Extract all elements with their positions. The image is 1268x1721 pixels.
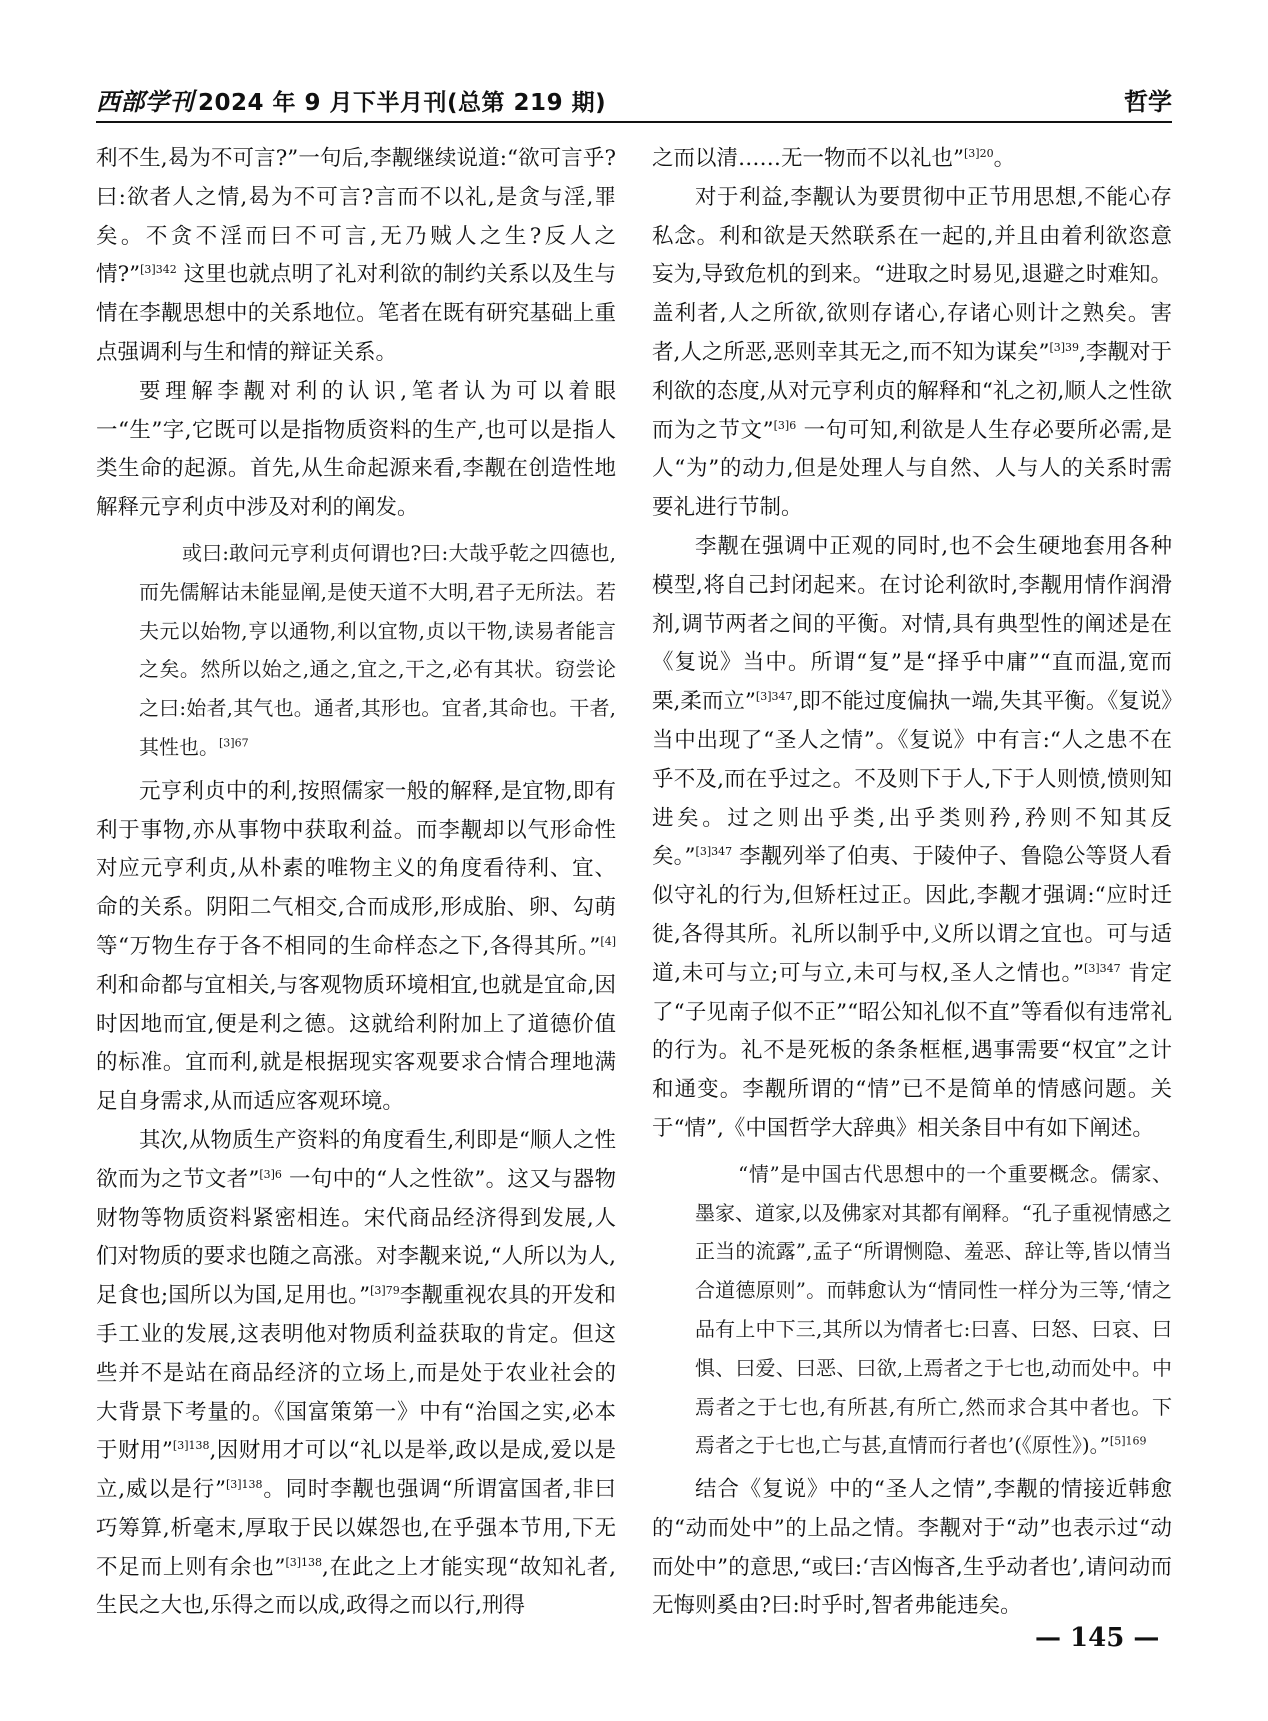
citation: [3]347 (755, 690, 793, 703)
citation: [5]169 (1109, 1434, 1147, 1448)
left-column (96, 140, 616, 1626)
citation: [3]138 (225, 1477, 263, 1491)
paragraph: 结合《复说》中的“圣人之情”,李觏的情接近韩愈的“动而处中”的上品之情。李觏对于“动”也表示过“动而处中”的意思,“或曰:‘吉凶悔吝,生乎动者也’,请问动而无悔则奚由?曰:时乎时,智者弗能违矣。 (652, 1477, 1172, 1619)
citation: [3]138 (172, 1439, 210, 1453)
citation: [3]67 (219, 736, 249, 750)
paragraph: 对于利益,李觏认为要贯彻中正节用思想,不能心存私念。利和欲是天然联系在一起的,并且由着利欲恣意妄为,导致危机的到来。“进取之时易见,退避之时难知。盖利者,人之所欲,欲则存诸心,存诸心则计之熟矣。害者,人之所恶,恶则幸其无之,而不知为谋矣”$^{[3]39}$,李觏对于利欲的态度,从对元亨利贞的解释和“礼之初,顺人之性欲而为之节文”$^{[3]6}$ 一句可知,利欲是人生存必要所必需,是人“为”的动力,但是处理人与自然、人与人的关系时需要礼进行节制。 (652, 184, 1172, 521)
citation: [3]347 (695, 845, 733, 859)
section-label: 哲学 (1124, 88, 1172, 116)
page-number: — 145 — (1035, 1623, 1160, 1653)
citation: [3]6 (259, 1167, 282, 1181)
right-column (652, 140, 1172, 1626)
running-header (96, 82, 1172, 116)
block-quote: “情”是中国古代思想中的一个重要概念。儒家、墨家、道家,以及佛家对其都有阐释。“孔子重视情感之正当的流露”,孟子“所谓恻隐、羞恶、辞让等,皆以情当合道德原则”。而韩愈认为“情同性一样分为三等,‘情之品有上中下三,其所以为情者七:曰喜、曰怒、曰哀、曰惧、曰爱、曰恶、曰欲,上焉者之于七也,动而处中。中焉者之于七也,有所甚,有所亡,然而求合其中者也。下焉者之于七也,亡与甚,直情而行者也’(《原性》)。”$^{[5]169}$ (695, 1161, 1172, 1458)
citation: [3]39 (1049, 340, 1080, 354)
journal-issue-line (96, 82, 606, 117)
paragraph: 元亨利贞中的利,按照儒家一般的解释,是宜物,即有利于事物,亦从事物中获取利益。而李觏却以气形命性对应元亨利贞,从朴素的唯物主义的角度看待利、宜、命的关系。阴阳二气相交,合而成形,形成胎、卵、勾萌等“万物生存于各不相同的生命样态之下,各得其所。”[4] 利和命都与宜相关,与客观物质环境相宜,也就是宜命,因时因地而宜,便是利之德。这就给利附加上了道德价值的标准。宜而利,就是根据现实客观要求合情合理地满足自身需求,从而适应客观环境。 (96, 778, 616, 1115)
journal-logo: 西部学刊 (96, 87, 194, 116)
paragraph: 要理解李觏对利的认识,笔者认为可以着眼一“生”字,它既可以是指物质资料的生产,也可以是指人类生命的起源。首先,从生命起源来看,李觏在创造性地解释元亨利贞中涉及对利的阐发。 (96, 378, 616, 521)
citation: [4] (600, 934, 616, 948)
citation: [3]20 (964, 146, 994, 160)
issue-label: 2024 年 9 月下半月刊(总第 219 期) (198, 90, 607, 116)
citation: [3]342 (140, 263, 177, 277)
paragraph: 其次,从物质生产资料的角度看生,利即是“顺人之性欲而为之节文者”$^{[3]6}$ 一句中的“人之性欲”。这又与器物财物等物质资料紧密相连。宋代商品经济得到发展,人们对物质的要求也随之高涨。对李觏来说,“人所以为人,足食也;国所以为国,足用也。”$^{[3]79}$李觏重视农具的开发和手工业的发展,这表明他对物质利益获取的肯定。但这些并不是站在商品经济的立场上,而是处于农业社会的大背景下考量的。《国富策第一》中有“治国之实,必本于财用”$^{[3]138}$,因财用才可以“礼以是举,政以是成,爱以是立,威以是行”$^{[3]138}$。同时李觏也强调“所谓富国者,非曰巧筹算,析毫末,厚取于民以媒怨也,在乎强本节用,下无不足而上则有余也”$^{[3]138}$,在此之上才能实现“故知礼者,生民之大也,乐得之而以成,政得之而以行,刑得 (96, 1127, 617, 1619)
header-divider (96, 121, 1172, 123)
paragraph: 李觏在强调中正观的同时,也不会生硬地套用各种模型,将自己封闭起来。在讨论利欲时,李觏用情作润滑剂,调节两者之间的平衡。对情,具有典型性的阐述是在《复说》当中。所谓“复”是“择乎中庸”“直而温,宽而栗,柔而立”$^{[3]347}$,即不能过度偏执一端,失其平衡。《复说》当中出现了“圣人之情”。《复说》中有言:“人之患不在乎不及,而在乎过之。不及则下于人,下于人则愤,愤则知进矣。过之则出乎类,出乎类则矜,矜则不知其反矣。”$^{[3]347}$ 李觏列举了伯夷、于陵仲子、鲁隐公等贤人看似守礼的行为,但矫枉过正。因此,李觏才强调:“应时迁徙,各得其所。礼所以制乎中,义所以谓之宜也。可与适道,未可与立;可与立,未可与权,圣人之情也。”$^{[3]347}$ 肯定了“子见南子似不正”“昭公知礼似不直”等看似有违常礼的行为。礼不是死板的条条框框,遇事需要“权宜”之计和通变。李觏所谓的“情”已不是简单的情感问题。关于“情”,《中国哲学大辞典》相关条目中有如下阐述。 (652, 533, 1173, 1141)
citation: [3]138 (285, 1555, 323, 1569)
paragraph: 之而以清……无一物而不以礼也”$^{[3]20}$。 (652, 146, 1016, 171)
block-quote: 或曰:敢问元亨利贞何谓也?曰:大哉乎乾之四德也,而先儒解诂未能显阐,是使天道不大明,君子无所法。若夫元以始物,亨以通物,利以宜物,贞以干物,读易者能言之矣。然所以始之,通之,宜之,干之,必有其状。窃尝论之曰:始者,其气也。通者,其形也。宜者,其命也。干者,其性也。$^{[3]67}$ (139, 540, 616, 759)
paragraph: 利不生,曷为不可言?”一句后,李觏继续说道:“欲可言乎?曰:欲者人之情,曷为不可言?言而不以礼,是贪与淫,罪矣。不贪不淫而曰不可言,无乃贼人之生?反人之情?”$^{[3]342}$ 这里也就点明了礼对利欲的制约关系以及生与情在李觏思想中的关系地位。笔者在既有研究基础上重点强调利与生和情的辩证关系。 (96, 146, 616, 365)
citation: [3]6 (773, 418, 797, 432)
citation: [3]79 (370, 1283, 400, 1297)
citation: [3]347 (1084, 961, 1121, 975)
